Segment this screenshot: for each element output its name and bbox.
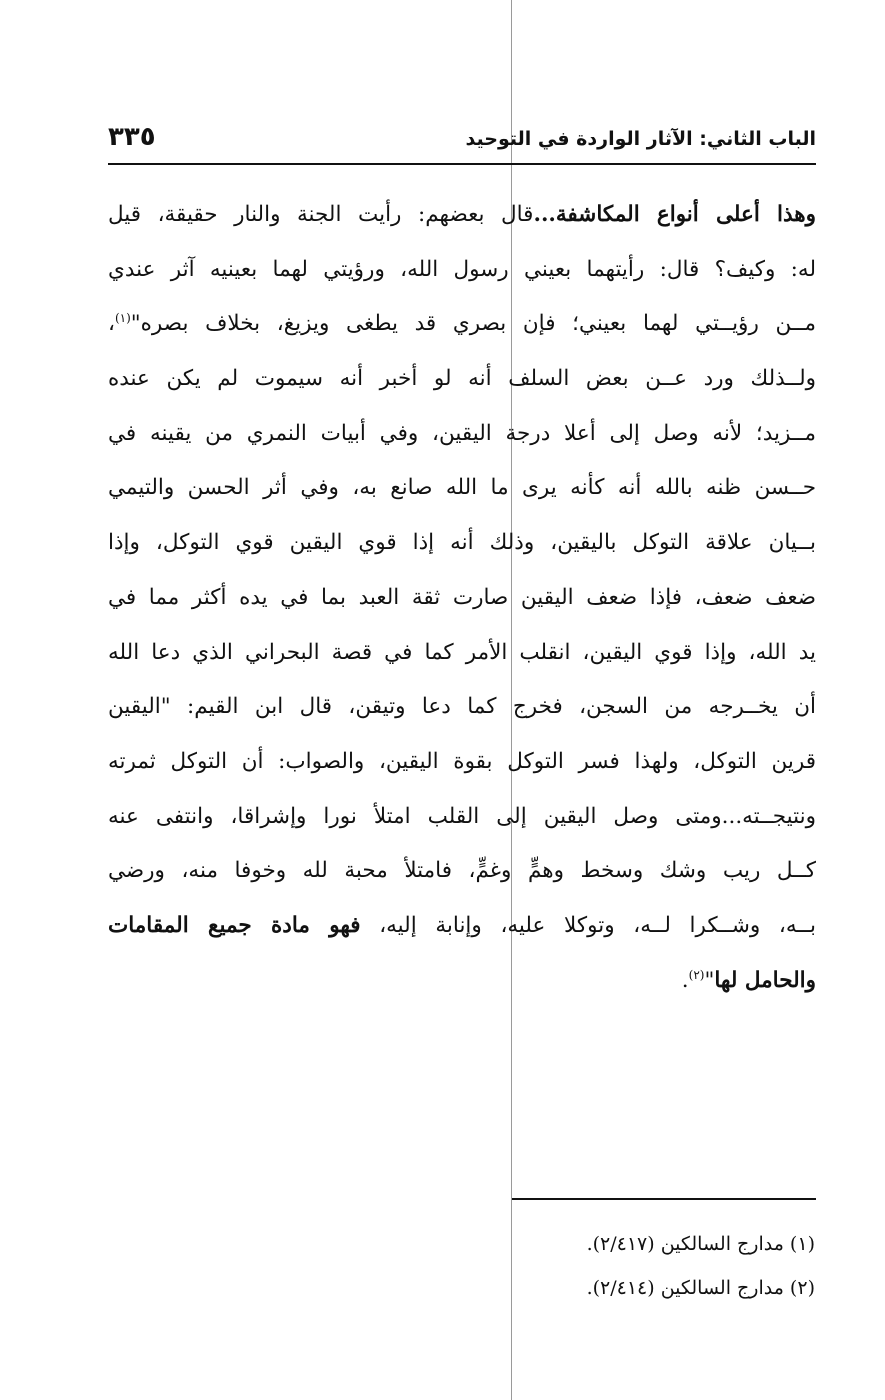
bold-phrase: وهذا أعلى أنواع المكاشفة... [533,202,816,227]
text-span: قال بعضهم: رأيت الجنة والنار حقيقة، قيل [108,202,534,227]
footnote-1: (١) مدارج السالكين (٢/٤١٧). [586,1233,815,1255]
text-line-1 [108,188,816,243]
text-span: . [681,967,689,993]
footnote-ref-1: (١) [114,311,131,326]
text-line-3 [108,297,816,352]
text-line-11: قرين التوكل، ولهذا فسر التوكل بقوة اليقين، والصواب: أن التوكل ثمرته [108,748,816,774]
running-title: الباب الثاني: الآثار الواردة في التوحيد [465,128,816,150]
text-line-10: أن يخــرجه من السجن، فخرج كما دعا وتيقن، قال ابن القيم: "اليقين [108,694,816,720]
text-line-4: ولــذلك ورد عــن بعض السلف أنه لو أخبر أنه سيموت لم يكن عنده [108,366,816,392]
text-line-9: يد الله، وإذا قوي اليقين، انقلب الأمر كما في قصة البحراني الذي دعا الله [108,639,816,665]
page-header [108,122,816,158]
footnote-2: (٢) مدارج السالكين (٢/٤١٤). [586,1277,815,1299]
text-line-5: مــزيد؛ لأنه وصل إلى أعلا درجة اليقين، وفي أبيات النمري من يقينه في [108,420,816,446]
text-line-6: حــسن ظنه بالله أنه كأنه يرى ما الله صانع به، وفي أثر الحسن والتيمي [108,475,816,501]
bold-phrase: والحامل لها [714,967,816,993]
text-span: بــه، وشــكرا لــه، وتوكلا عليه، وإنابة إليه، [379,912,816,938]
main-text [108,188,816,1008]
text-line-13: كــل ريب وشك وسخط وهمٍّ وغمٍّ، فامتلأ محبة لله وخوفا منه، ورضي [108,858,816,884]
text-line-2: له: وكيف؟ قال: رأيتهما بعيني رسول الله، ورؤيتي لهما بعينيه آثر عندي [108,256,816,282]
header-rule [108,163,816,165]
text-line-7: بــيان علاقة التوكل باليقين، وذلك أنه إذا قوي اليقين قوي التوكل، وإذا [108,530,816,556]
text-line-12: ونتيجــته...ومتى وصل اليقين إلى القلب امتلأ نورا وإشراقا، وانتفى عنه [108,803,816,829]
page-number: ٣٣٥ [108,122,156,152]
text-span: " [704,967,715,993]
text-span: ، [108,311,115,337]
footnotes [587,1222,815,1310]
text-line-8: ضعف ضعف، فإذا ضعف اليقين صارت ثقة العبد بما في يده أكثر مما في [108,584,816,610]
footnote-rule [512,1198,816,1200]
text-span: مــن رؤيــتي لهما بعيني؛ فإن بصري قد يطغى ويزيغ، بخلاف بصره" [130,311,816,337]
text-line-15 [108,954,816,1009]
bold-phrase: فهو مادة جميع المقامات [108,912,361,938]
footnote-ref-2: (٢) [688,967,705,982]
text-line-14 [108,899,816,954]
